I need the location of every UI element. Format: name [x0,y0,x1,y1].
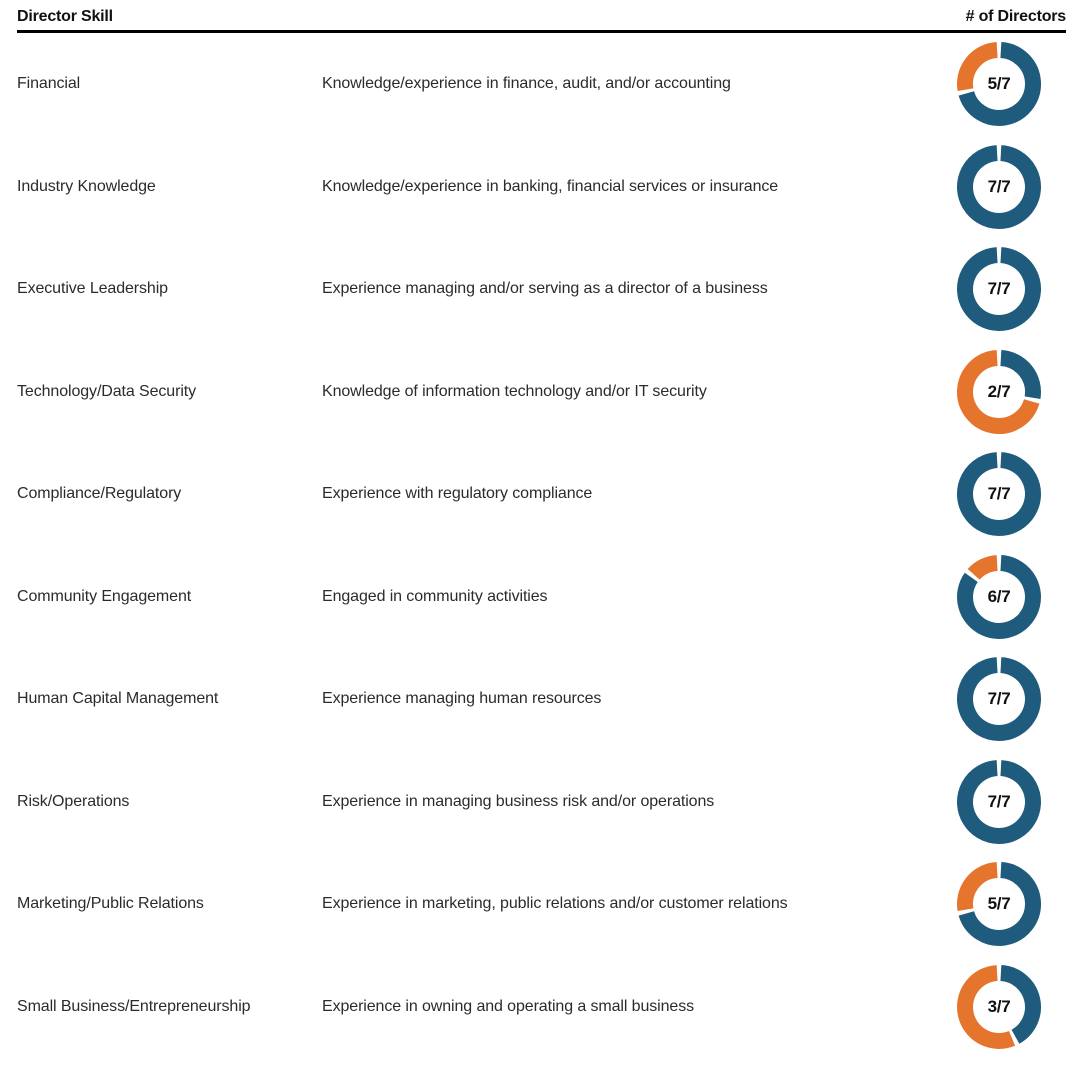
skill-name: Community Engagement [17,587,192,605]
skill-name: Human Capital Management [17,690,219,708]
donut-value-label: 3/7 [987,996,1011,1016]
donut-chart [956,554,1042,640]
donut-chart [956,451,1042,537]
donut-chart [956,349,1042,435]
table-row [17,956,1042,1059]
skill-name: Small Business/Entrepreneurship [17,997,251,1015]
table-row [17,853,1042,956]
donut-chart [956,964,1042,1050]
donut-value-label: 7/7 [987,484,1011,504]
donut-value-label: 5/7 [987,74,1011,94]
donut-value-label: 7/7 [987,279,1011,299]
donut-value-label: 7/7 [987,791,1011,811]
skill-description: Experience managing and/or serving as a director of a business [322,280,768,298]
skill-description: Experience with regulatory compliance [322,485,593,503]
table-row [17,136,1042,239]
skill-name: Technology/Data Security [17,382,197,400]
skill-description: Experience in owning and operating a small business [322,997,695,1015]
skill-description: Experience in marketing, public relations and/or customer relations [322,895,788,913]
table-row [17,341,1042,444]
skill-name: Compliance/Regulatory [17,485,182,503]
skill-name: Marketing/Public Relations [17,895,204,913]
skill-description: Engaged in community activities [322,587,548,605]
donut-chart [956,759,1042,845]
skill-name: Financial [17,75,81,93]
table-row [17,648,1042,751]
donut-value-label: 2/7 [987,381,1011,401]
donut-value-label: 6/7 [987,586,1011,606]
donut-value-label: 5/7 [987,894,1011,914]
donut-chart [956,246,1042,332]
skill-name: Industry Knowledge [17,177,156,195]
skill-description: Experience managing human resources [322,690,602,708]
donut-chart [956,656,1042,742]
skill-name: Risk/Operations [17,792,130,810]
donut-chart [956,41,1042,127]
donut-chart [956,861,1042,947]
table-row [17,751,1042,854]
column-header-director-skill: Director Skill [17,8,113,25]
table-header [17,0,1066,33]
skill-description: Experience in managing business risk and/or operations [322,792,715,810]
skill-name: Executive Leadership [17,280,168,298]
skill-description: Knowledge of information technology and/or IT security [322,382,707,400]
donut-chart [956,144,1042,230]
skill-description: Knowledge/experience in banking, financial services or insurance [322,177,779,195]
donut-value-label: 7/7 [987,176,1011,196]
skill-rows [0,33,1076,1058]
table-row [17,546,1042,649]
table-row [17,443,1042,546]
table-row [17,33,1042,136]
skill-description: Knowledge/experience in finance, audit, and/or accounting [322,75,731,93]
table-row [17,238,1042,341]
donut-value-label: 7/7 [987,689,1011,709]
column-header-num-directors: # of Directors [965,8,1066,25]
